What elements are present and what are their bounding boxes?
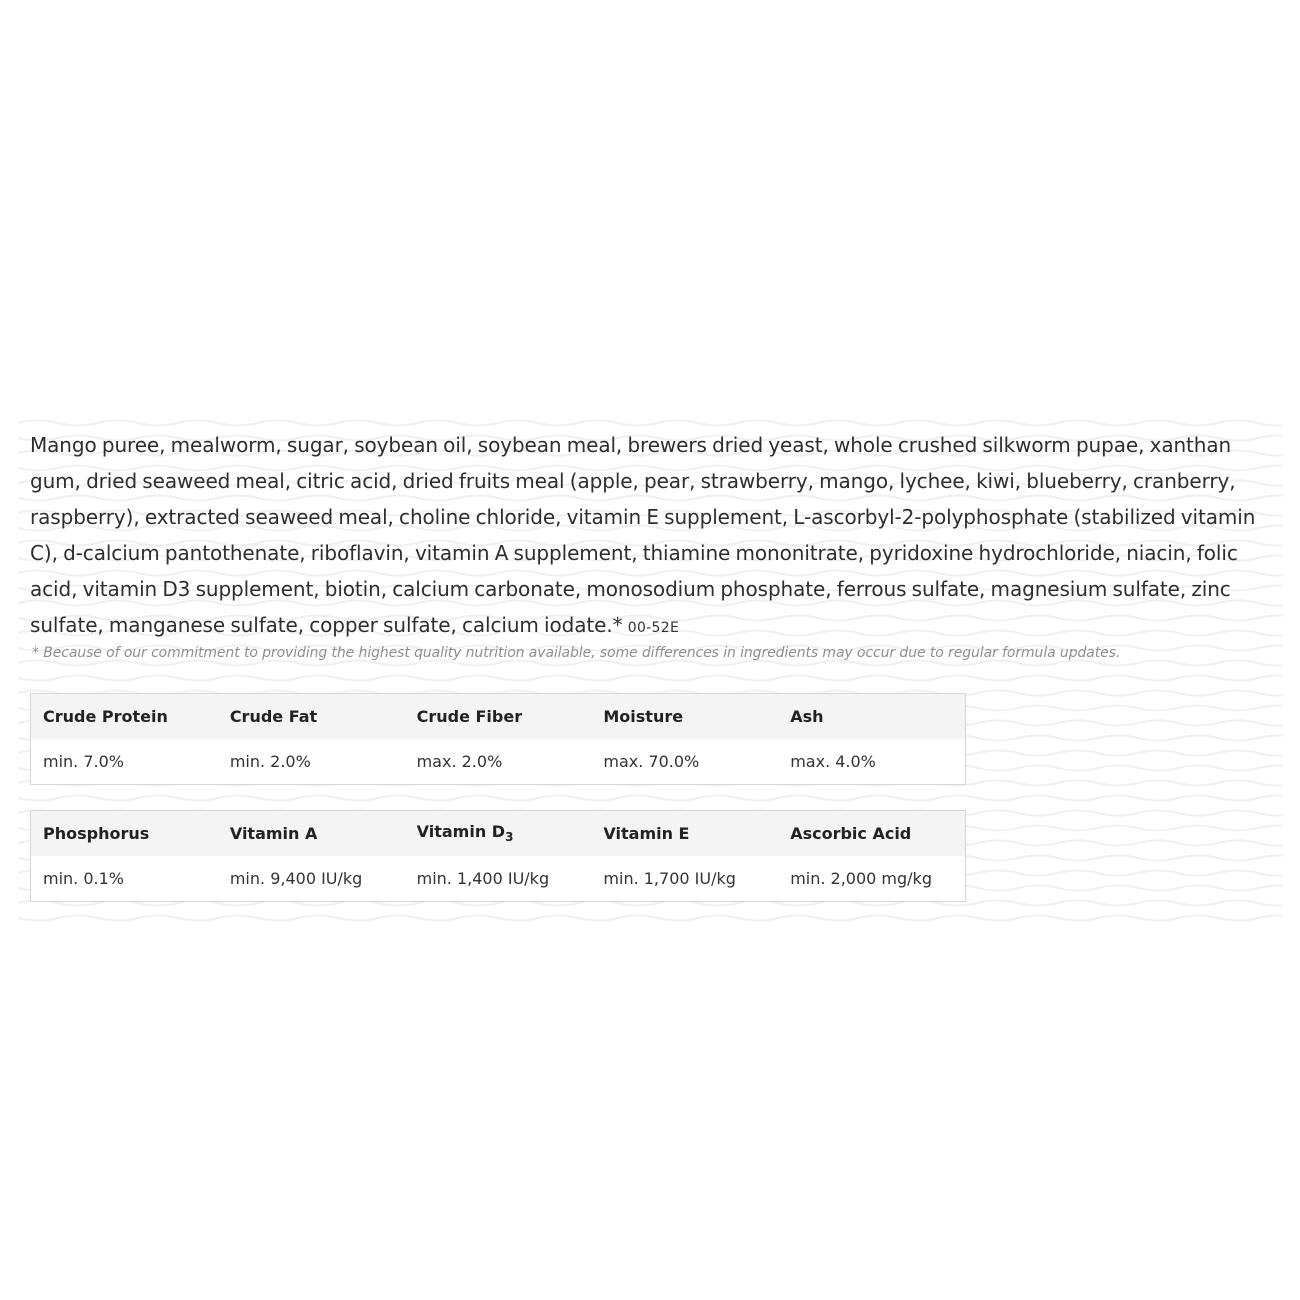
vitamin-d-label: Vitamin D (416, 822, 506, 842)
table-header-row (31, 694, 966, 740)
header-phosphorus: Phosphorus (31, 811, 218, 857)
wave-line (18, 916, 1283, 921)
wave-line (18, 661, 1283, 666)
value-crude-fiber: max. 2.0% (405, 739, 592, 785)
value-vitamin-a: min. 9,400 IU/kg (218, 856, 405, 902)
header-crude-protein: Crude Protein (31, 694, 218, 740)
ingredients-section (0, 415, 1300, 935)
header-vitamin-e: Vitamin E (591, 811, 778, 857)
table-row (31, 856, 966, 902)
header-moisture: Moisture (591, 694, 778, 740)
header-ascorbic-acid: Ascorbic Acid (778, 811, 965, 857)
header-vitamin-d3 (405, 811, 592, 857)
vitamin-mineral-table (30, 810, 966, 902)
formula-disclaimer: * Because of our commitment to providing the highest quality nutrition available, some differences in ingredients may occur due to regular formula updates. (32, 645, 1121, 661)
value-phosphorus: min. 0.1% (31, 856, 218, 902)
value-moisture: max. 70.0% (591, 739, 778, 785)
header-vitamin-a: Vitamin A (218, 811, 405, 857)
guaranteed-analysis-table (30, 693, 966, 785)
wave-line (18, 421, 1283, 426)
value-crude-protein: min. 7.0% (31, 739, 218, 785)
wave-line (18, 796, 1283, 801)
d3-subscript: 3 (505, 830, 514, 845)
header-ash: Ash (778, 694, 965, 740)
wave-line (18, 676, 1283, 681)
table-row (31, 739, 966, 785)
table-header-row (31, 811, 966, 857)
value-vitamin-e: min. 1,700 IU/kg (591, 856, 778, 902)
value-ascorbic-acid: min. 2,000 mg/kg (778, 856, 965, 902)
header-crude-fat: Crude Fat (218, 694, 405, 740)
ingredients-list (30, 427, 1280, 646)
value-ash: max. 4.0% (778, 739, 965, 785)
ingredients-text: Mango puree, mealworm, sugar, soybean oil, soybean meal, brewers dried yeast, whole crushed silkworm pupae, xanthan gum, dried seaweed meal, citric acid, dried fruits meal (apple, pear, strawberry, mango, lychee, kiwi, blueberry, cranberry, raspberry), extracted seaweed meal, choline chloride, vitamin E supplement, L-ascorbyl-2-polyphosphate (stabilized vitamin C), d-calcium pantothenate, riboflavin, vitamin A supplement, thiamine mononitrate, pyridoxine hydrochloride, niacin, folic acid, vitamin D3 supplement, biotin, calcium carbonate, monosodium phosphate, ferrous sulfate, magnesium sulfate, zinc sulfate, manganese sulfate, copper sulfate, calcium iodate.* (30, 433, 1256, 637)
formula-code: 00-52E (627, 620, 680, 636)
value-crude-fat: min. 2.0% (218, 739, 405, 785)
header-crude-fiber: Crude Fiber (405, 694, 592, 740)
value-vitamin-d3: min. 1,400 IU/kg (405, 856, 592, 902)
